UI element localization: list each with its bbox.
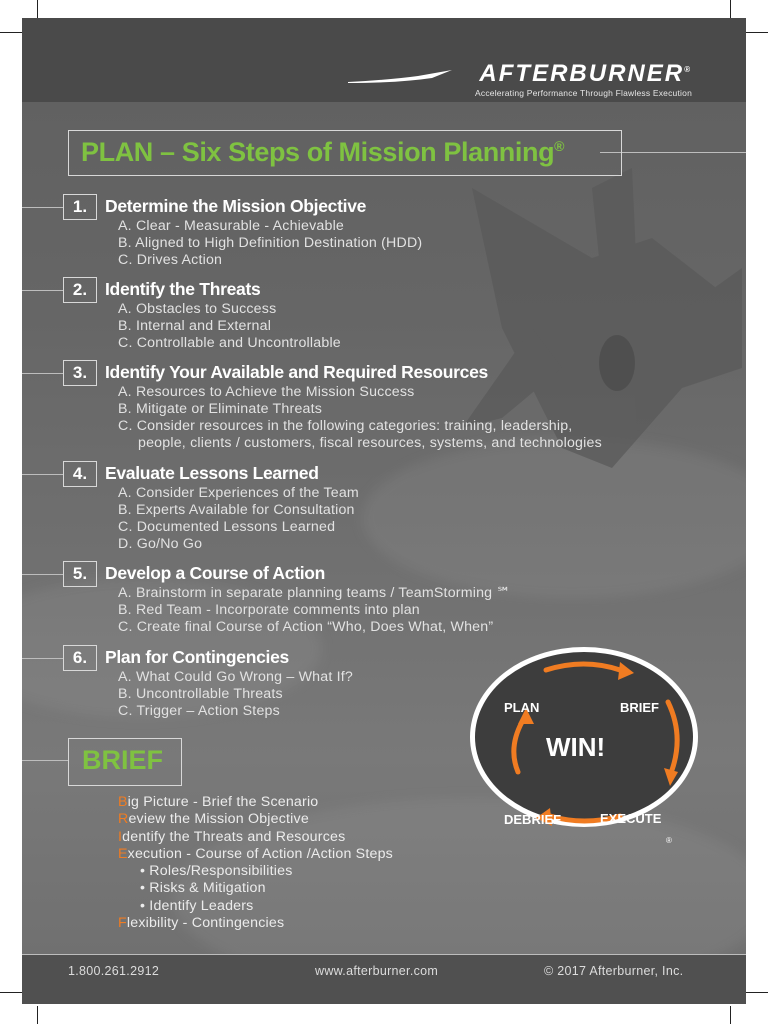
step-item: A. Clear - Measurable - Achievable — [118, 218, 345, 234]
step-item: A. Consider Experiences of the Team — [118, 485, 359, 501]
step-number: 4. — [63, 461, 97, 487]
crop-mark — [0, 32, 22, 33]
footer-phone: 1.800.261.2912 — [68, 964, 160, 978]
step-number: 6. — [63, 645, 97, 671]
brief-line-text: eview the Mission Objective — [128, 811, 309, 827]
crop-mark — [730, 0, 731, 18]
step-title: Identify the Threats — [105, 279, 261, 299]
step-item: B. Experts Available for Consultation — [118, 502, 355, 518]
cycle-plan-label: PLAN — [504, 700, 540, 715]
cycle-win-label: WIN! — [546, 732, 606, 762]
step-rule — [22, 207, 63, 208]
step-title: Evaluate Lessons Learned — [105, 463, 319, 483]
brief-initial: B — [118, 794, 128, 810]
brief-line-text: lexibility - Contingencies — [126, 915, 285, 931]
brief-title: BRIEF — [82, 745, 163, 775]
step-item: B. Red Team - Incorporate comments into plan — [118, 602, 420, 618]
cycle-debrief-label: DEBRIEF — [504, 812, 562, 827]
brief-bullet: • Roles/Responsibilities — [140, 863, 293, 879]
step-number: 3. — [63, 360, 97, 386]
footer-bar — [22, 954, 746, 1004]
crop-mark — [746, 32, 768, 33]
brief-line-text: ig Picture - Brief the Scenario — [127, 794, 319, 810]
footer-website[interactable]: www.afterburner.com — [315, 964, 439, 978]
step-item: D. Go/No Go — [118, 536, 203, 552]
step-item: C. Trigger – Action Steps — [118, 703, 280, 719]
brief-bullet: • Risks & Mitigation — [140, 880, 266, 896]
step-item: C. Controllable and Uncontrollable — [118, 335, 341, 351]
step-item: C. Consider resources in the following categories: training, leadership, — [118, 418, 573, 434]
brief-line-text: dentify the Threats and Resources — [122, 829, 346, 845]
step-rule — [22, 574, 63, 575]
step-title: Determine the Mission Objective — [105, 196, 367, 216]
crop-mark — [37, 1006, 38, 1024]
brief-title-box — [68, 738, 182, 786]
cycle-brief-label: BRIEF — [620, 700, 659, 715]
step-rule — [22, 474, 63, 475]
step-item: A. Brainstorm in separate planning teams / TeamStorming ℠ — [118, 585, 512, 601]
step-item: B. Uncontrollable Threats — [118, 686, 283, 702]
plan-title-box — [68, 130, 622, 176]
step-item: C. Documented Lessons Learned — [118, 519, 336, 535]
step-item: people, clients / customers, fiscal resources, systems, and technologies — [138, 435, 602, 451]
brief-line — [118, 846, 393, 862]
step-number: 5. — [63, 561, 97, 587]
brief-line — [118, 811, 309, 827]
brief-line — [118, 794, 318, 810]
brief-rule — [22, 760, 68, 761]
footer-rule — [22, 954, 746, 955]
footer-copyright: © 2017 Afterburner, Inc. — [544, 964, 684, 978]
step-item: A. What Could Go Wrong – What If? — [118, 669, 354, 685]
step-item: C. Drives Action — [118, 252, 223, 268]
cycle-execute-label: EXECUTE — [600, 811, 662, 826]
step-item: B. Internal and External — [118, 318, 272, 334]
crop-mark — [0, 992, 22, 993]
brief-initial: E — [118, 846, 128, 862]
step-rule — [22, 290, 63, 291]
crop-mark — [37, 0, 38, 18]
brand-name: AFTERBURNER® — [479, 60, 692, 87]
brief-initial: I — [118, 829, 123, 845]
brief-line-text: xecution - Course of Action /Action Steps — [127, 846, 393, 862]
crop-mark — [746, 992, 768, 993]
cycle-registered-mark: ® — [666, 836, 672, 845]
brand-tagline: Accelerating Performance Through Flawless Execution — [475, 88, 692, 98]
brief-line — [118, 829, 345, 845]
afterburner-card — [22, 18, 746, 1004]
brief-initial: F — [118, 915, 127, 931]
step-item: B. Mitigate or Eliminate Threats — [118, 401, 323, 417]
step-item: B. Aligned to High Definition Destination (HDD) — [118, 235, 423, 251]
brief-bullet: • Identify Leaders — [140, 898, 254, 914]
brief-line — [118, 915, 284, 931]
step-item: A. Resources to Achieve the Mission Success — [118, 384, 415, 400]
brand-logo — [475, 58, 692, 98]
step-title: Develop a Course of Action — [105, 563, 326, 583]
crop-mark — [730, 1006, 731, 1024]
step-item: A. Obstacles to Success — [118, 301, 277, 317]
mission-cycle-diagram — [468, 640, 700, 845]
step-title: Identify Your Available and Required Resources — [105, 362, 488, 382]
step-number: 1. — [63, 194, 97, 220]
step-rule — [22, 373, 63, 374]
step-item: C. Create final Course of Action “Who, Does What, When” — [118, 619, 494, 635]
brief-initial: R — [118, 811, 129, 827]
jet-swoosh-icon — [348, 70, 458, 86]
plan-title: PLAN – Six Steps of Mission Planning® — [81, 137, 565, 167]
step-rule — [22, 658, 63, 659]
step-number: 2. — [63, 277, 97, 303]
step-title: Plan for Contingencies — [105, 647, 289, 667]
